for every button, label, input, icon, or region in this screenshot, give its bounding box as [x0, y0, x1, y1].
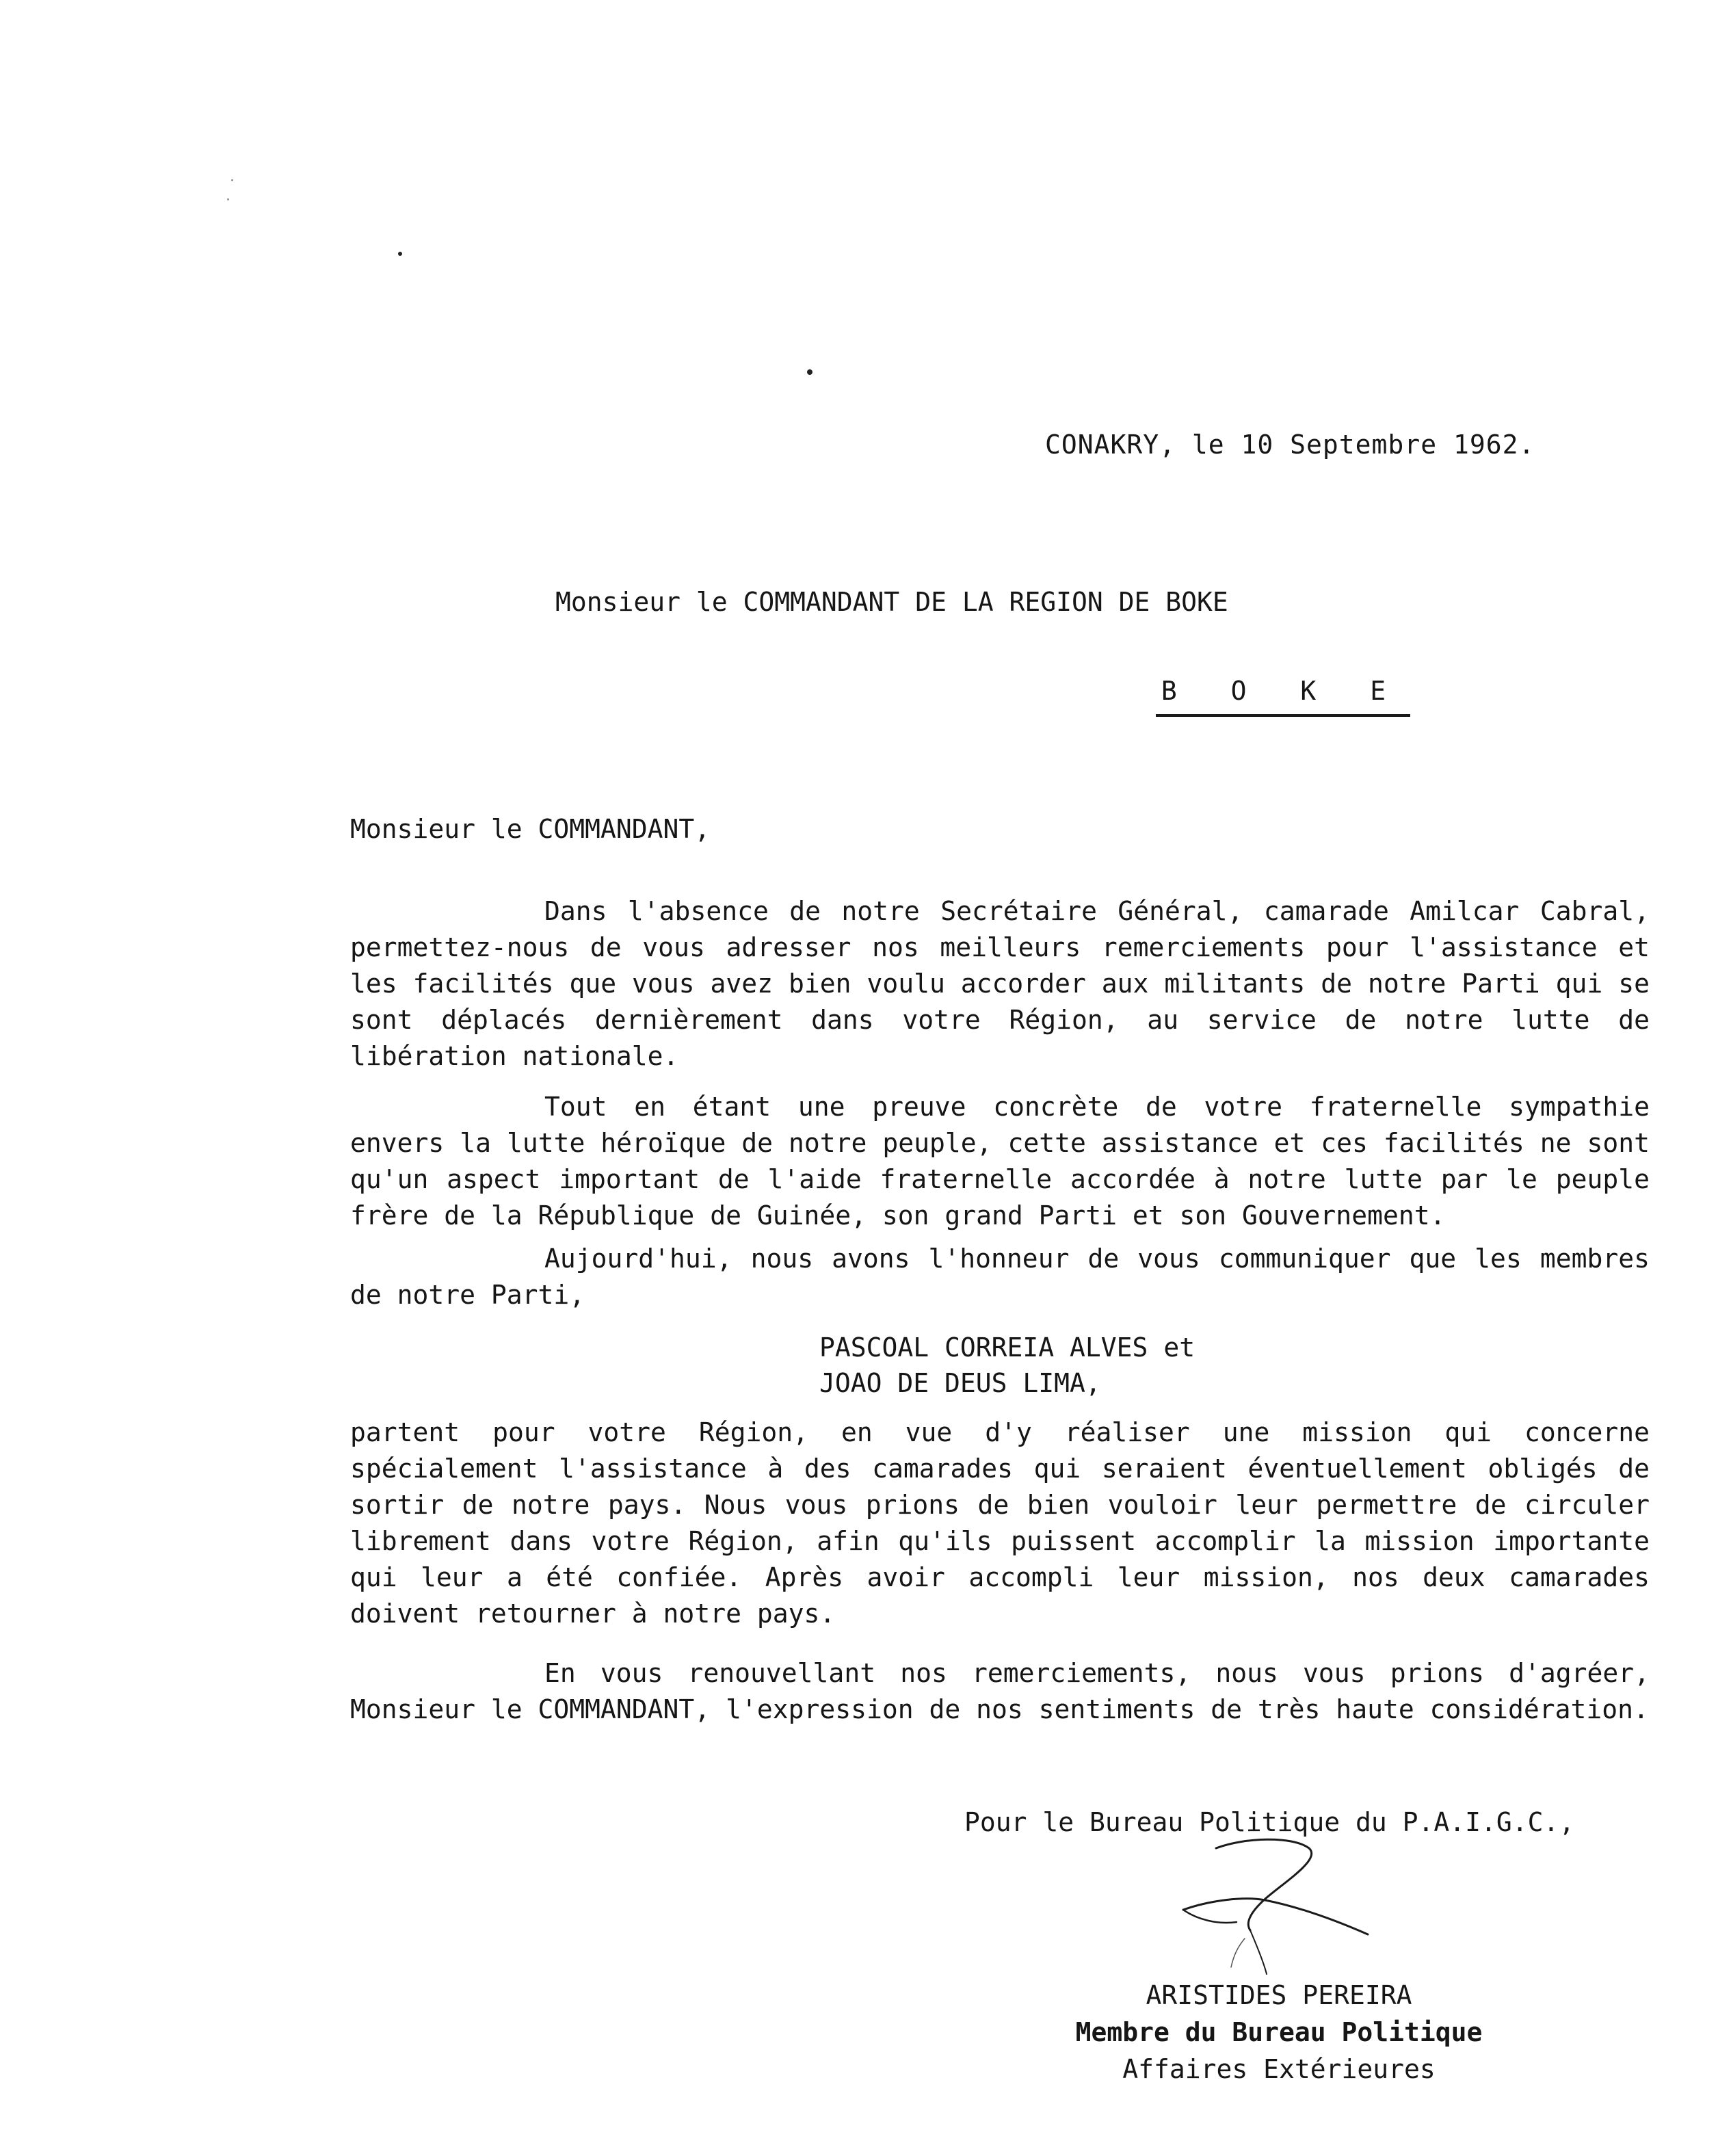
signature-preamble: Pour le Bureau Politique du P.A.I.G.C., — [964, 1807, 1575, 1837]
signatory-role: Membre du Bureau Politique — [1075, 2017, 1483, 2047]
addressee-city: B O K E — [1156, 676, 1410, 717]
paper-speck — [231, 179, 233, 181]
member-name: JOAO DE DEUS LIMA, — [819, 1368, 1101, 1398]
paragraph-closing: En vous renouvellant nos remerciements, nous vous prions d'agréer, Monsieur le COMMANDANT, l'expression de nos sentiments de très haute considération. — [350, 1658, 1650, 1724]
signatory-block — [1040, 1977, 1518, 2088]
addressee: Monsieur le COMMANDANT DE LA REGION DE BOKE — [555, 587, 1228, 617]
member-name: PASCOAL CORREIA ALVES et — [819, 1332, 1195, 1363]
paper-speck — [227, 198, 229, 200]
party-members — [819, 1330, 1195, 1401]
paper-speck — [398, 252, 402, 256]
letter-date: CONAKRY, le 10 Septembre 1962. — [1045, 430, 1535, 460]
signatory-name: ARISTIDES PEREIRA — [1146, 1980, 1412, 2010]
paragraph-thanks: Dans l'absence de notre Secrétaire Général, camarade Amilcar Cabral, permettez-nous de vous adresser nos meilleurs remerciements pour l'assistance et les facilités que vous avez bien voulu accorder aux militants de notre Parti qui se sont déplacés dernièrement dans votre Région, au service de notre lutte de libération nationale. — [350, 896, 1650, 1071]
handwritten-signature — [1163, 1833, 1409, 1977]
signatory-department: Affaires Extérieures — [1122, 2054, 1436, 2084]
paragraph-solidarity: Tout en étant une preuve concrète de votre fraternelle sympathie envers la lutte héroïque de notre peuple, cette assistance et ces facilités ne sont qu'un aspect important de l'aide fraternelle accordée à notre lutte par le peuple frère de la République de Guinée, son grand Parti et son Gouvernement. — [350, 1092, 1650, 1231]
paper-speck — [807, 369, 812, 375]
salutation: Monsieur le COMMANDANT, — [350, 814, 711, 844]
paragraph-mission: partent pour votre Région, en vue d'y réaliser une mission qui concerne spécialement l'assistance à des camarades qui seraient éventuellement obligés de sortir de notre pays. Nous vous prions de bien vouloir leur permettre de circuler librement dans votre Région, afin qu'ils puissent accomplir la mission importante qui leur a été confiée. Après avoir accompli leur mission, nos deux camarades doivent retourner à notre pays. — [350, 1417, 1650, 1629]
paragraph-announcement: Aujourd'hui, nous avons l'honneur de vous communiquer que les membres de notre Parti, — [350, 1244, 1650, 1310]
